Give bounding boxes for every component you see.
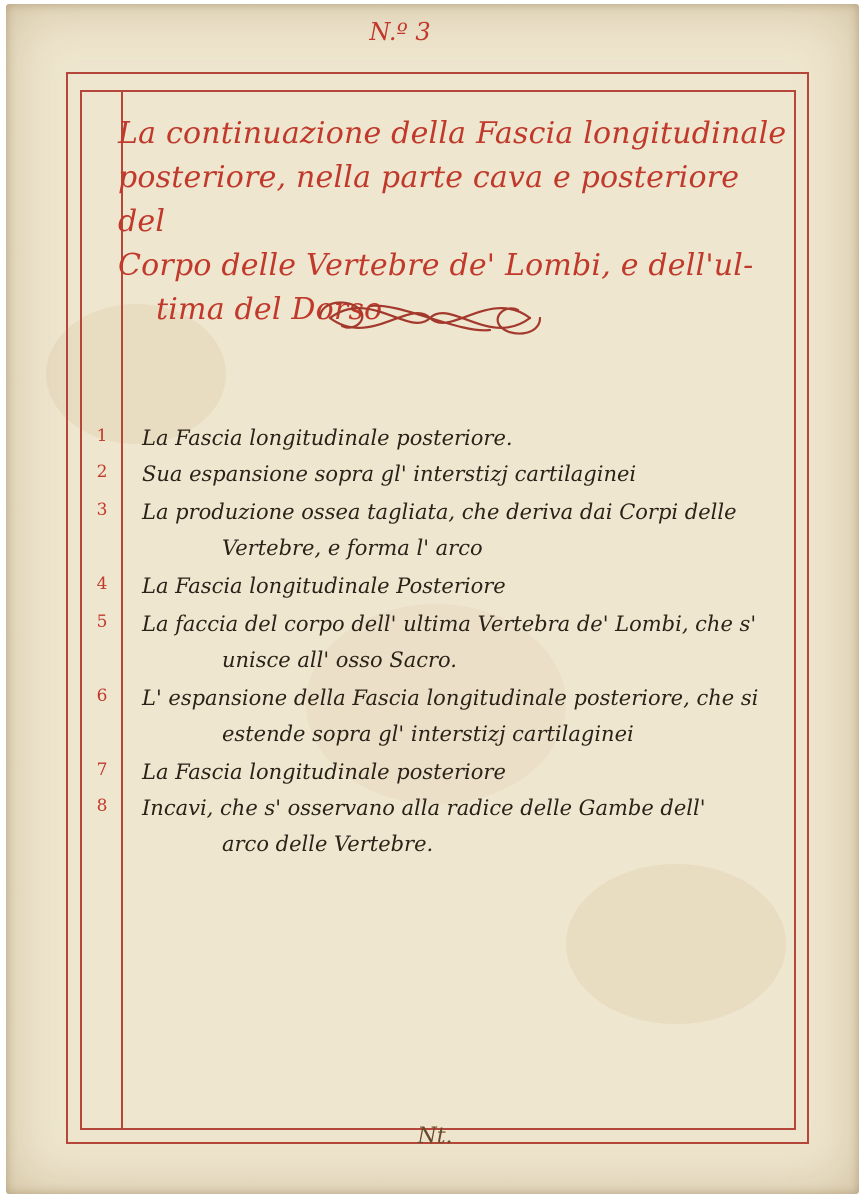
legend-text bbox=[142, 680, 778, 752]
page-number: N.º 3 bbox=[369, 18, 431, 46]
legend-line: La faccia del corpo dell' ultima Vertebra de' Lombi, che s' bbox=[142, 612, 757, 636]
legend-number: 2 bbox=[96, 462, 108, 482]
legend-number: 6 bbox=[96, 686, 108, 706]
legend-text bbox=[142, 456, 778, 492]
legend-line: Sua espansione sopra gl' interstizj cartilaginei bbox=[142, 462, 637, 486]
legend-number: 3 bbox=[96, 500, 108, 520]
legend-number: 4 bbox=[96, 574, 108, 594]
legend-number: 1 bbox=[96, 426, 108, 446]
title-line: La continuazione della Fascia longitudinale bbox=[118, 116, 787, 151]
legend-line: La Fascia longitudinale posteriore. bbox=[142, 426, 513, 450]
legend-text bbox=[142, 754, 778, 790]
title-line: posteriore, nella parte cava e posteriore del bbox=[118, 160, 740, 239]
legend-line: La produzione ossea tagliata, che deriva dai Corpi delle bbox=[142, 500, 737, 524]
footer-mark: Nt. bbox=[417, 1124, 453, 1149]
legend-line: La Fascia longitudinale posteriore bbox=[142, 760, 506, 784]
legend-line: arco delle Vertebre. bbox=[222, 832, 434, 856]
legend-number: 5 bbox=[96, 612, 108, 632]
legend-number: 8 bbox=[96, 796, 108, 816]
legend-text bbox=[142, 568, 778, 604]
legend-line: unisce all' osso Sacro. bbox=[222, 648, 457, 672]
legend-line: La Fascia longitudinale Posteriore bbox=[142, 574, 506, 598]
legend-number: 7 bbox=[96, 760, 108, 780]
calligraphic-flourish bbox=[310, 288, 550, 348]
legend-line: L' espansione della Fascia longitudinale posteriore, che si bbox=[142, 686, 759, 710]
legend-text bbox=[142, 790, 778, 862]
legend-text bbox=[142, 606, 778, 678]
legend-text bbox=[142, 494, 778, 566]
legend-line: estende sopra gl' interstizj cartilaginei bbox=[222, 722, 634, 746]
legend-text bbox=[142, 420, 778, 456]
title-line: Corpo delle Vertebre de' Lombi, e dell'ul- bbox=[118, 248, 754, 283]
legend-line: Vertebre, e forma l' arco bbox=[222, 536, 483, 560]
legend-line: Incavi, che s' osservano alla radice delle Gambe dell' bbox=[142, 796, 706, 820]
title-line: tima del Dorso bbox=[156, 292, 383, 327]
